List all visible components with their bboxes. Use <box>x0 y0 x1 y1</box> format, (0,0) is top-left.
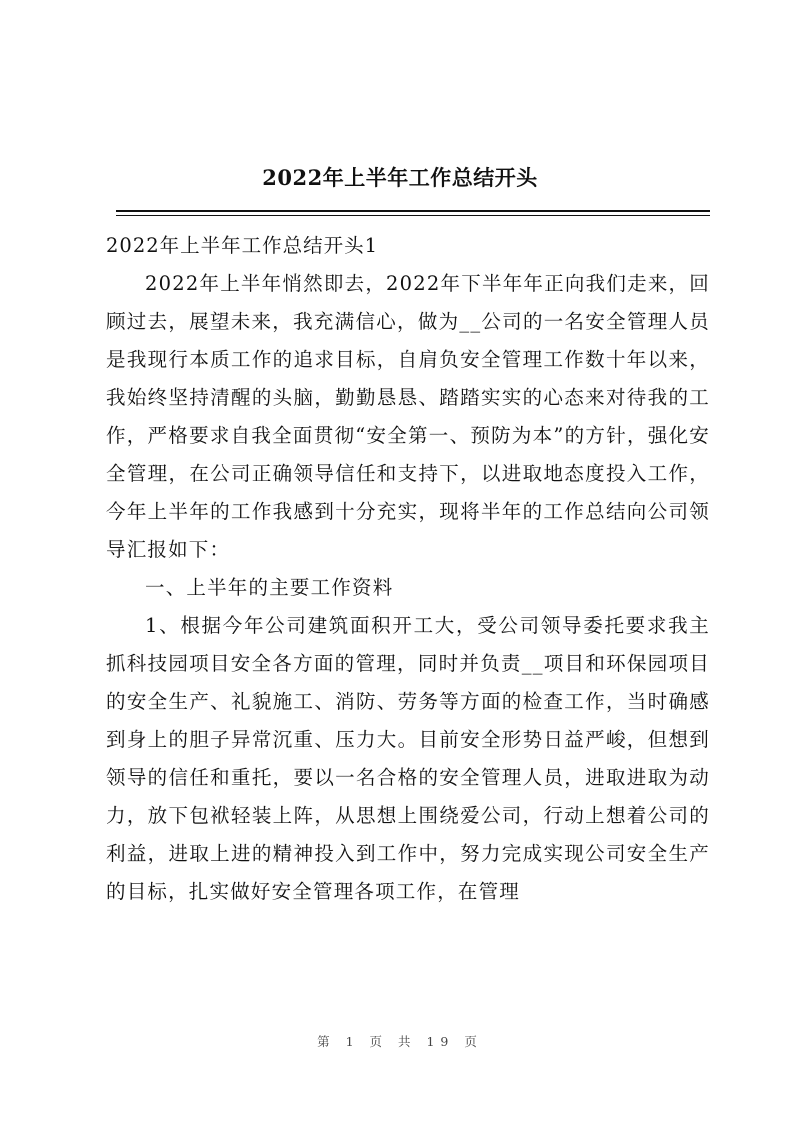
page-number-footer: 第 1 页 共 19 页 <box>317 1034 483 1049</box>
section-heading: 一、上半年的主要工作资料 <box>145 576 394 599</box>
paragraph-intro: 2022年上半年悄然即去，2022年下半年年正向我们走来，回顾过去，展望未来，我充满信心，做为__公司的一名安全管理人员是我现行本质工作的追求目标，自肩负安全管理工作数十年以来，我始终坚持清醒的头脑，勤勤恳恳、踏踏实实的心态来对待我的工作，严格要求自我全面贯彻“安全第一、预防为本”的方针，强化安全管理，在公司正确领导信任和支持下，以进取地态度投入工作，今年上半年的工作我感到十分充实，现将半年的工作总结向公司领导汇报如下： <box>106 272 710 561</box>
title-divider-thick <box>116 210 710 212</box>
title-divider-thin <box>116 215 710 216</box>
page-title: 2022年上半年工作总结开头 <box>262 165 538 190</box>
document-body <box>106 227 710 911</box>
paragraph-item-1: 1、根据今年公司建筑面积开工大，受公司领导委托要求我主抓科技园项目安全各方面的管理，同时并负责__项目和环保园项目的安全生产、礼貌施工、消防、劳务等方面的检查工作，当时确感到身上的胆子异常沉重、压力大。目前安全形势日益严峻，但想到领导的信任和重托，要以一名合格的安全管理人员，进取进取为动力，放下包袱轻装上阵，从思想上围绕爱公司，行动上想着公司的利益，进取上进的精神投入到工作中，努力完成实现公司安全生产的目标，扎实做好安全管理各项工作，在管理 <box>106 614 710 903</box>
section-subtitle: 2022年上半年工作总结开头1 <box>106 234 379 257</box>
